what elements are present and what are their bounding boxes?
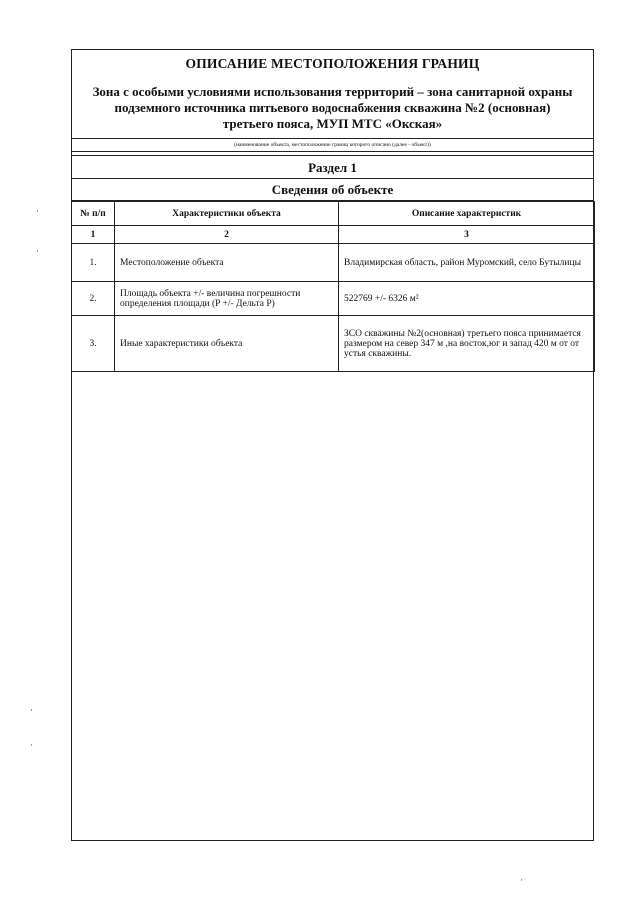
column-number: 2 (115, 226, 339, 244)
row-description: ЗСО скважины №2(основная) третьего пояса принимается размером на север 347 м ,на восток,юг и запад 420 м от от устья скважины. (339, 316, 595, 372)
object-caption: (наименование объекта, местоположение границ которого описано (далее - объект)) (71, 138, 594, 152)
row-num: 2. (72, 282, 115, 316)
row-description: Владимирская область, район Муромский, село Бутылицы (339, 244, 595, 282)
table-row (72, 282, 595, 316)
scan-speck: · (30, 740, 33, 750)
zone-line-2: подземного источника питьевого водоснабжения скважина №2 (основная) (114, 100, 551, 115)
column-numbers-row (72, 226, 595, 244)
header-description: Описание характеристик (339, 202, 595, 226)
row-characteristic: Местоположение объекта (115, 244, 339, 282)
table-header-row (72, 202, 595, 226)
scan-speck: · (30, 705, 33, 715)
row-characteristic: Иные характеристики объекта (115, 316, 339, 372)
row-characteristic: Площадь объекта +/- величина погрешности определения площади (P +/- Дельта P) (115, 282, 339, 316)
zone-description (71, 84, 594, 132)
scan-speck: · (36, 206, 39, 216)
characteristics-table (71, 201, 595, 372)
document-title: ОПИСАНИЕ МЕСТОПОЛОЖЕНИЯ ГРАНИЦ (185, 56, 480, 71)
header-num: № п/п (72, 202, 115, 226)
header-characteristic: Характеристики объекта (115, 202, 339, 226)
table-row (72, 244, 595, 282)
row-num: 3. (72, 316, 115, 372)
column-number: 3 (339, 226, 595, 244)
scan-speck: · (520, 875, 523, 885)
column-number: 1 (72, 226, 115, 244)
zone-line-1: Зона с особыми условиями использования территорий – зона санитарной охраны (92, 84, 573, 99)
section-subtitle: Сведения об объекте (71, 179, 594, 201)
scan-speck: · (36, 246, 39, 256)
table-row (72, 316, 595, 372)
row-num: 1. (72, 244, 115, 282)
zone-line-3: третьего пояса, МУП МТС «Окская» (222, 116, 443, 131)
section-title: Раздел 1 (71, 155, 594, 179)
row-description: 522769 +/- 6326 м² (339, 282, 595, 316)
